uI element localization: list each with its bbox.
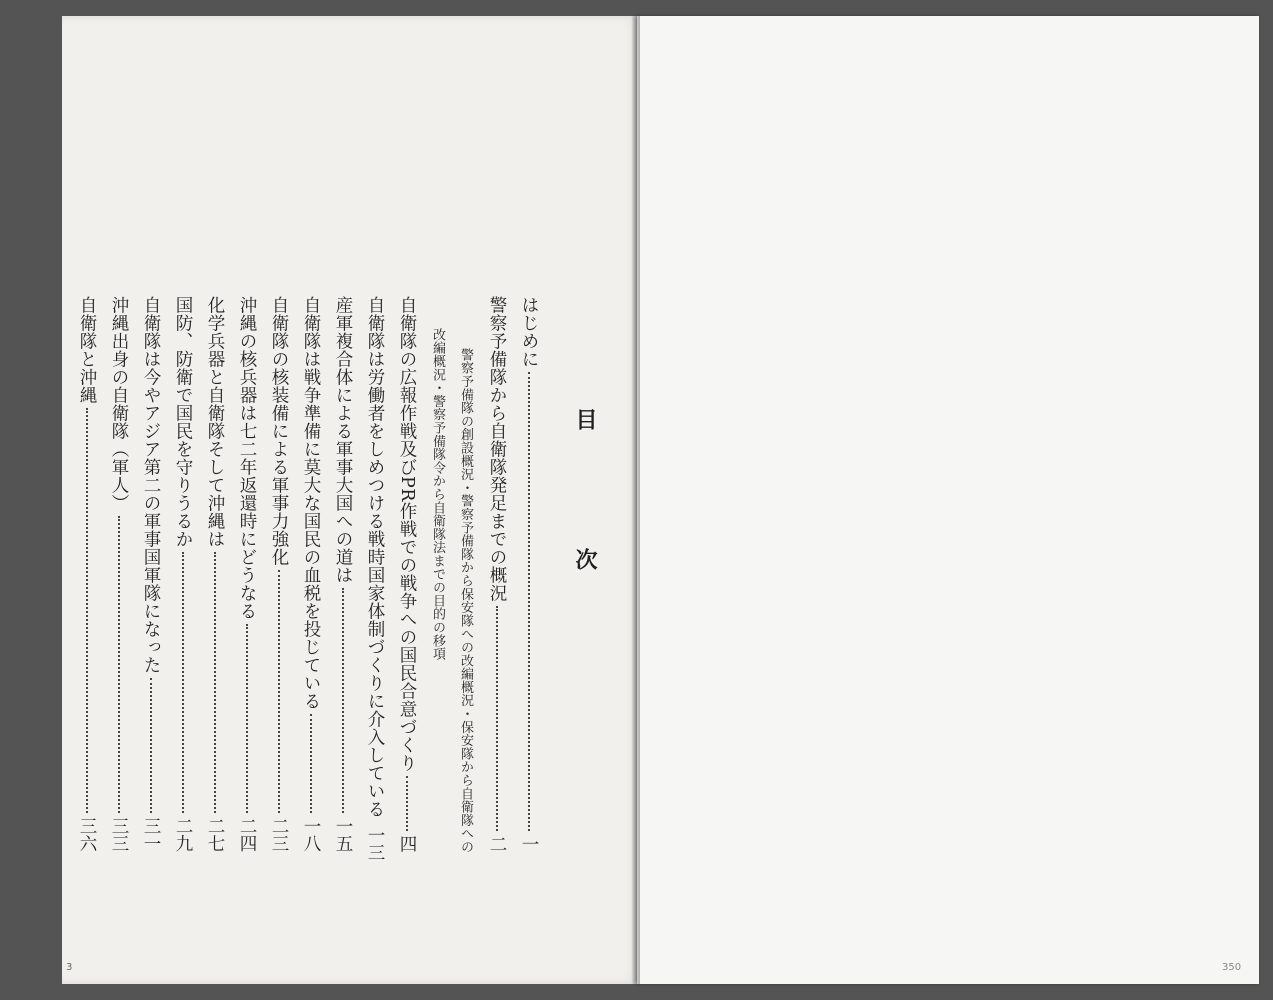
toc-entry [106, 296, 132, 852]
toc-entry [298, 296, 324, 852]
toc-leader [278, 570, 280, 813]
toc-entry-title: 沖縄出身の自衛隊（軍人） [109, 296, 129, 512]
toc-entry-page: 二三 [269, 817, 289, 852]
book-spine [632, 16, 640, 984]
toc-entry [330, 296, 356, 852]
toc-entry-title: 沖縄の核兵器は七二年返還時にどうなる [237, 296, 257, 620]
toc-entry-title: 自衛隊の核装備による軍事力強化 [269, 296, 289, 566]
toc-subtopic-line: 警察予備隊の創設概況・警察予備隊から保安隊への改編概況・保安隊から自衛隊への [458, 348, 473, 854]
toc-entry-page: 一三 [365, 826, 385, 861]
toc-leader [182, 552, 184, 813]
toc-leader [528, 372, 530, 831]
toc-entry-title: 警察予備隊から自衛隊発足までの概況 [487, 296, 507, 602]
toc-entry [266, 296, 292, 852]
toc-entry-title: 自衛隊は今やアジア第二の軍事国軍隊になった [141, 296, 161, 674]
toc-entry [362, 296, 388, 861]
right-page-blank [637, 16, 1259, 984]
page-mark-left: 3 [66, 962, 73, 973]
toc-entry-title: 自衛隊と沖縄 [77, 296, 97, 404]
toc-entry-title: 化学兵器と自衛隊そして沖縄は [205, 296, 225, 548]
page-mark-right: 350 [1222, 962, 1242, 973]
toc-leader [406, 776, 408, 831]
toc-leader [310, 714, 312, 813]
toc-leader [118, 516, 120, 813]
toc-entry-page: 二七 [205, 817, 225, 852]
toc-entry-page: 二九 [173, 817, 193, 852]
toc-entry-title: 自衛隊は戦争準備に莫大な国民の血税を投じている [301, 296, 321, 710]
toc-entry [484, 296, 510, 852]
toc-entry-title: 産軍複合体による軍事大国への道は [333, 296, 353, 584]
toc-entry [394, 296, 420, 852]
toc-leader [214, 552, 216, 813]
toc-entry-title: はじめに [519, 296, 539, 368]
toc-subtopic-line: 改編概況・警察予備隊令から自衛隊法までの目的の移項 [430, 328, 445, 661]
toc-leader [150, 678, 152, 813]
toc-entry-page: 二四 [237, 817, 257, 852]
toc-entry [516, 296, 542, 852]
toc-entry-title: 自衛隊は労働者をしめつける戦時国家体制づくりに介入している [365, 296, 385, 818]
toc-entry-page: 一 [519, 834, 539, 852]
toc-entry-page: 二 [487, 834, 507, 852]
toc-entry-page: 三三 [109, 817, 129, 852]
toc-leader [496, 606, 498, 831]
toc-entry-page: 一五 [333, 817, 353, 852]
toc-entry-page: 一八 [301, 817, 321, 852]
toc-leader [342, 588, 344, 813]
toc-leader [246, 624, 248, 813]
toc-entry-title: 国防、防衛で国民を守りうるか [173, 296, 193, 548]
toc-entry [234, 296, 260, 852]
toc-entry-page: 三六 [77, 817, 97, 852]
toc-entry-page: 三一 [141, 817, 161, 852]
toc-entry [138, 296, 164, 852]
toc-entry [170, 296, 196, 852]
toc-entry [202, 296, 228, 852]
toc-heading: 目 次 [572, 408, 597, 618]
toc-entry-title: 自衛隊の広報作戦及びPR作戦での戦争への国民合意づくり [397, 296, 417, 772]
toc-leader [86, 408, 88, 813]
toc-entry [74, 296, 100, 852]
toc-entry-page: 四 [397, 834, 417, 852]
